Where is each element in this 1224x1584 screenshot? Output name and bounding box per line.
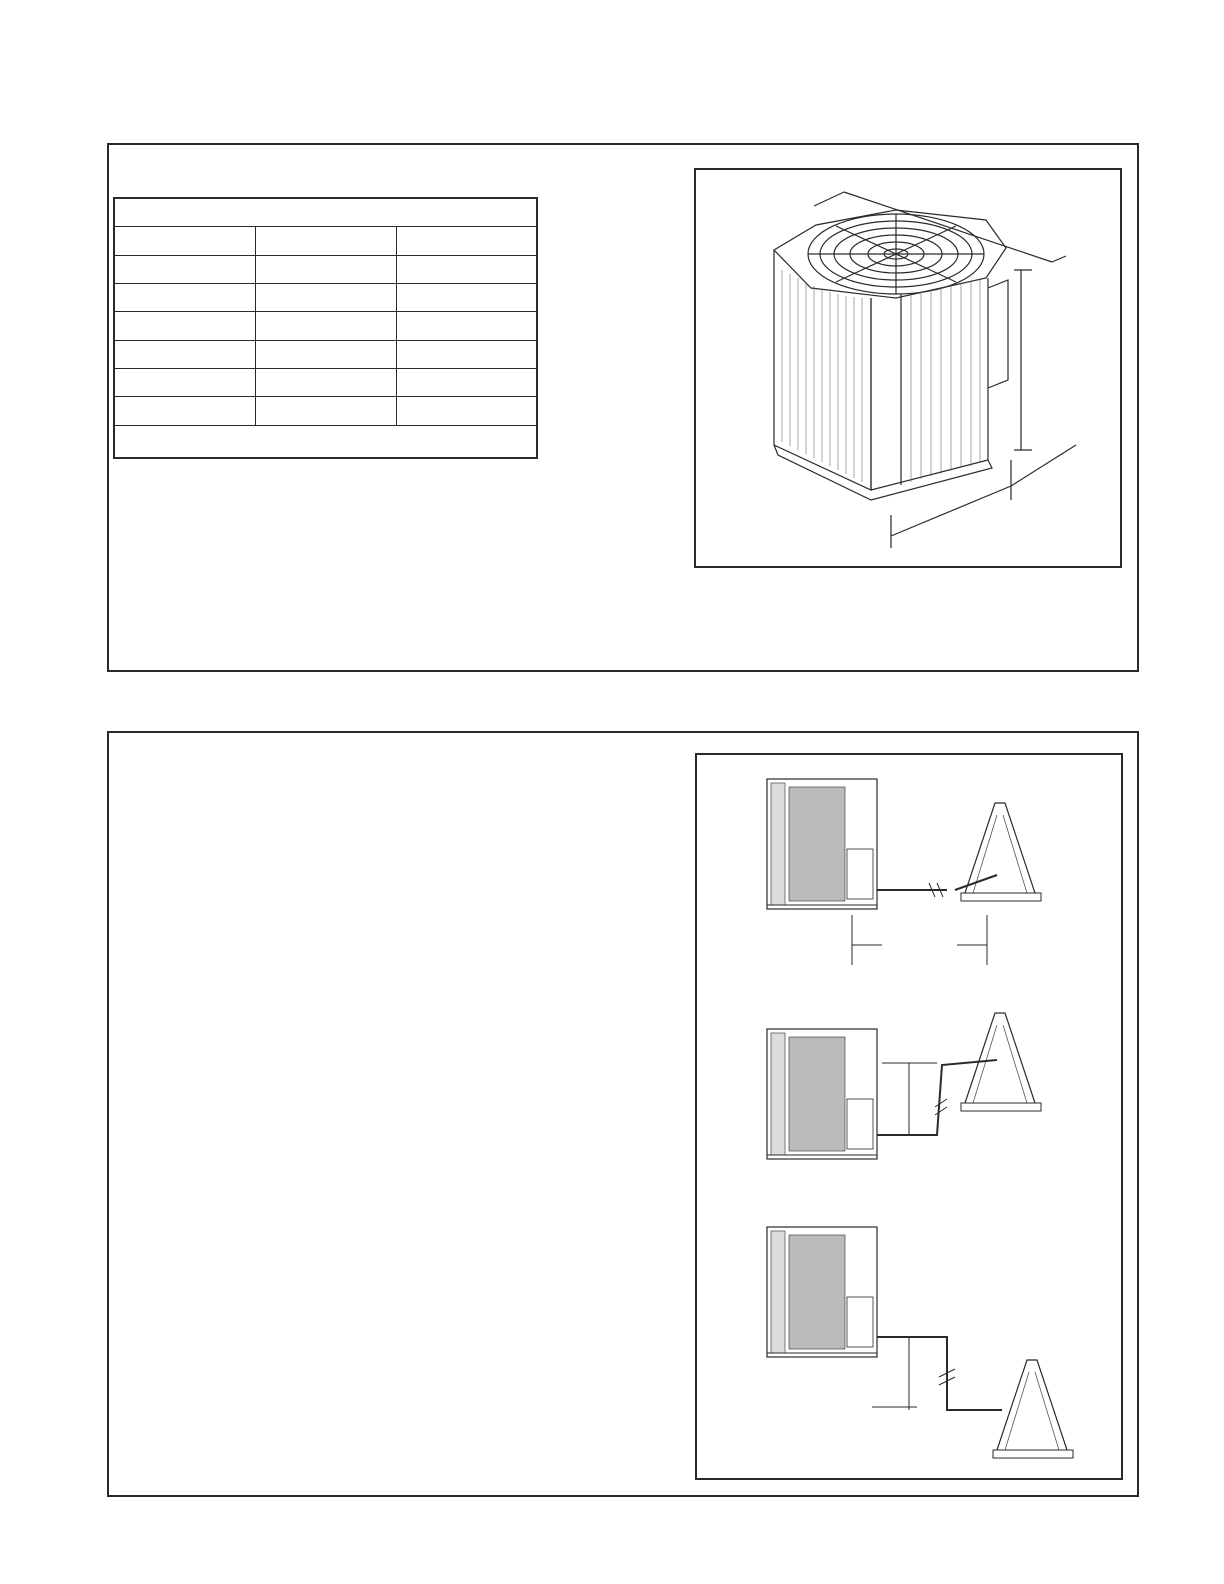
table-cell bbox=[114, 368, 255, 396]
table-footnote-row bbox=[114, 425, 537, 458]
table-cell bbox=[255, 255, 396, 283]
table-row bbox=[114, 255, 537, 283]
table-cell bbox=[114, 312, 255, 340]
table-header-cell bbox=[255, 227, 396, 255]
table-header-cell bbox=[114, 227, 255, 255]
table-cell bbox=[396, 255, 537, 283]
outdoor-condenser-unit-illustration-icon bbox=[696, 170, 1120, 566]
dimensions-table bbox=[113, 197, 538, 459]
line-set-routing-diagrams-icon bbox=[697, 755, 1121, 1478]
line-set-figure bbox=[695, 753, 1123, 1480]
table-row bbox=[114, 312, 537, 340]
table-row bbox=[114, 368, 537, 396]
table-cell bbox=[255, 397, 396, 425]
table-footnote bbox=[114, 425, 537, 458]
indoor-above-outdoor-diagram bbox=[767, 1013, 1041, 1159]
table-header-row bbox=[114, 227, 537, 255]
table-row bbox=[114, 283, 537, 311]
condenser-figure bbox=[694, 168, 1122, 568]
table-cell bbox=[396, 397, 537, 425]
table-row bbox=[114, 397, 537, 425]
table-title bbox=[114, 198, 537, 227]
level-routing-diagram bbox=[767, 779, 1041, 965]
table-cell bbox=[114, 340, 255, 368]
table-cell bbox=[114, 397, 255, 425]
table-row bbox=[114, 340, 537, 368]
table-cell bbox=[396, 368, 537, 396]
table-header-cell bbox=[396, 227, 537, 255]
table-cell bbox=[255, 283, 396, 311]
table-cell bbox=[114, 255, 255, 283]
table-cell bbox=[396, 312, 537, 340]
table-title-row bbox=[114, 198, 537, 227]
table-cell bbox=[114, 283, 255, 311]
table-cell bbox=[396, 340, 537, 368]
indoor-below-outdoor-diagram bbox=[767, 1227, 1073, 1458]
table-cell bbox=[255, 312, 396, 340]
table-cell bbox=[255, 340, 396, 368]
table-cell bbox=[396, 283, 537, 311]
table-cell bbox=[255, 368, 396, 396]
